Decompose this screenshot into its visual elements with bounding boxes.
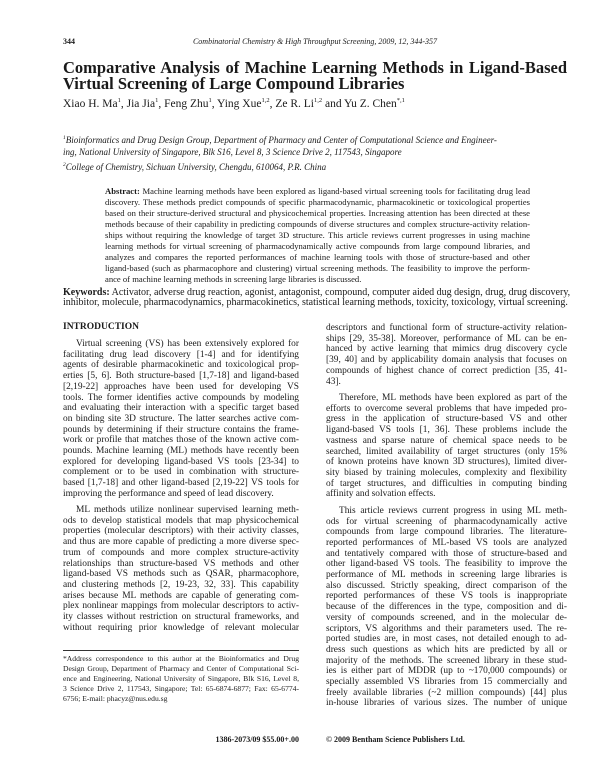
body-text-line: erties [5, 6]. Both structure-based [1,7-18] and ligand-based xyxy=(63,371,299,382)
body-text-line: This article reviews current progress in using ML meth- xyxy=(339,505,567,516)
body-text-line: majority of the methods. The screened library in these stud- xyxy=(326,655,567,666)
body-text-line: vastness and sparse nature of chemical space needs to be xyxy=(326,435,567,446)
body-text-line: dress such questions as which hits are predicted by all or xyxy=(326,644,567,655)
body-text-line: 43]. xyxy=(326,376,341,387)
author-list xyxy=(63,97,405,110)
abstract-line xyxy=(105,230,530,241)
abstract-line xyxy=(105,241,530,252)
body-text-line: pounds by determining if their structure contains the frame- xyxy=(63,424,299,435)
body-text-line: Virtual screening (VS) has been extensively explored for xyxy=(76,339,299,349)
body-text-line: other ligand-based VS tools. The feasibility to improve the xyxy=(326,559,567,570)
body-text-line: plex nonlinear mappings from molecular descriptors to activ- xyxy=(63,601,299,612)
body-text-line: arises because ML methods are capable of generating com- xyxy=(63,590,299,601)
body-text-line: without requiring prior knowledge of relevant molecular xyxy=(63,622,299,633)
body-text-line: of target structures, and difficulties in computing binding xyxy=(326,478,567,489)
abstract-text: ligand-based (such as pharmacophore and clustering) virtual screening methods. The feasibility to improve the perform- xyxy=(105,262,530,273)
abstract-line xyxy=(105,186,530,197)
affiliation-line xyxy=(63,147,402,157)
body-text-line: sity biased by training molecules, complexity and flexibility xyxy=(326,467,567,478)
body-text-line: agents of desirable pharmacokinetic and toxicological prop- xyxy=(63,360,299,371)
body-text-line: complement or to be used in combination with structure- xyxy=(63,467,299,478)
body-text-line: trum of compounds and more complex structure-activity xyxy=(63,547,299,558)
affiliation-text: ing, National University of Singapore, Blk S16, Level 8, 3 Science Drive 2, 117543, Singapore xyxy=(63,147,402,157)
abstract-label: Abstract: xyxy=(105,185,140,196)
author-affiliation-marker: 1,2 xyxy=(261,97,270,104)
body-text-line: properties (molecular descriptors) with their activity classes, xyxy=(63,526,299,537)
body-text-line: ods for virtual screening of pharmacodynamically active xyxy=(326,516,567,527)
body-text-line: because of the differences in the type, composition and di- xyxy=(326,602,567,613)
body-text-line: reported performances of these VS tools is inappropriate xyxy=(326,591,567,602)
keywords-text: inhibitor, molecule, pharmacodynamics, pharmacokinetics, statistical learning methods, toxicity, toxicology, virtual screening. xyxy=(63,297,568,308)
footnote-line: *Address correspondence to this author at the Bioinformatics and Drug xyxy=(63,654,299,663)
footnote-line: 3 Science Drive 2, 117543, Singapore; Tel: 65-6874-6877; Fax: 65-6774- xyxy=(63,684,299,693)
body-text-line: ships [29, 35-38]. Moreover, performance of ML can be en- xyxy=(326,333,567,344)
footnote-line: 6756; E-mail: phacyz@nus.edu.sg xyxy=(63,694,168,703)
body-text-line: in-house libraries of various sizes. The number of unique xyxy=(326,698,567,709)
footnote-line: ence and Engineering, National University of Singapore, Blk S16, Level 8, xyxy=(63,674,299,683)
abstract-line xyxy=(105,263,530,274)
body-text-line: ods to develop statistical models that map physicochemical xyxy=(63,515,299,526)
body-text-line: ligand-based VS tools [1, 36]. These problems include the xyxy=(326,425,567,436)
page-number: 344 xyxy=(63,37,75,46)
affiliation-marker: 2 xyxy=(63,162,66,168)
body-text-line: ity classes without restriction on structural frameworks, and xyxy=(63,612,299,622)
author-name: Xiao H. Ma xyxy=(63,98,118,110)
body-text-line: relationships than structure-based VS methods and other xyxy=(63,558,299,569)
body-text-line: based [1,7-18] and other ligand-based [2,19-22] VS tools for xyxy=(63,478,299,489)
body-text-line: versity of compounds screened, and in the molecular de- xyxy=(326,612,567,623)
body-text-line: hanced by active learning that mimics drug discovery cycle xyxy=(326,344,567,355)
affiliation-text: Bioinformatics and Drug Design Group, Department of Pharmacy and Center of Computational Science and Engineer- xyxy=(65,135,497,145)
abstract-text: ance of machine learning methods in screening large libraries is discussed. xyxy=(105,273,362,284)
body-text-line: [39, 40] and by applicability domain analysis that focuses on xyxy=(326,355,567,366)
author-separator: , xyxy=(269,98,276,110)
body-text-line: of known proteins have known 3D structures), limited diver- xyxy=(326,457,567,468)
body-text-line: performance of ML methods in screening large libraries is xyxy=(326,570,567,580)
author-separator: , xyxy=(211,98,218,110)
affiliation-line xyxy=(63,162,326,172)
body-text-line: ML methods utilize nonlinear supervised learning meth- xyxy=(76,505,299,515)
body-text-line: gress in the application of structure-based VS and other xyxy=(326,414,567,425)
abstract-line xyxy=(105,274,530,285)
body-text-line: and evaluating their interaction with a specific target based xyxy=(63,403,299,414)
author-name: Yu Z. Chen xyxy=(344,98,397,110)
body-text-line: and clustering methods [2, 19-23, 32, 33]. This capability xyxy=(63,579,299,590)
body-text-line: also discussed. Strictly speaking, direct comparison of the xyxy=(326,580,567,591)
author-affiliation-marker: 1 xyxy=(155,97,159,104)
author-separator: and xyxy=(322,98,345,110)
author-affiliation-marker: 1,2 xyxy=(313,97,323,104)
body-text-line: and thus are more capable of predicting a more diverse spec- xyxy=(63,537,299,548)
issn-price: 1386-2073/09 $55.00+.00 xyxy=(215,735,299,744)
body-text-line: affinity and solvation effects. xyxy=(326,489,436,500)
footnote-line: Design Group, Department of Pharmacy and Center of Computational Sci- xyxy=(63,664,299,673)
affiliation-marker: 1 xyxy=(63,135,66,141)
affiliation-text: College of Chemistry, Sichuan University, Chengdu, 610064, P.R. China xyxy=(65,162,327,172)
abstract-text: discovery. These methods predict compounds of specific pharmacodynamic, pharmacokinetic or toxicological properties xyxy=(105,196,530,207)
body-text-line: ported studies are, in most cases, not detailed enough to ad- xyxy=(326,634,567,645)
body-text-line: ligand-based VS methods such as QSAR, pharmacophore, xyxy=(63,569,299,580)
abstract-text: Machine learning methods have been explored as ligand-based virtual screening tools for facilitating drug lead xyxy=(142,185,530,196)
author-affiliation-marker: 1 xyxy=(208,97,212,104)
keywords-line xyxy=(63,298,567,308)
section-heading-introduction: INTRODUCTION xyxy=(63,322,140,332)
body-text-line: improving the performance and speed of lead discovery. xyxy=(63,488,274,499)
body-text-line: scriptors, VS algorithms and their parameters used. The re- xyxy=(326,623,567,634)
abstract-text: based on their structure-derived structural and physicochemical properties. Increasing attention has been directed at these xyxy=(105,207,530,218)
body-text-line: freely available libraries (~2 million compounds) [44] plus xyxy=(326,687,567,698)
body-text-line: descriptors and functional form of structure-activity relation- xyxy=(326,323,567,333)
abstract-text: methods because of their capability in predicting compounds of diverse structures and complex structure-activity relation- xyxy=(105,218,530,229)
keywords-label: Keywords: xyxy=(63,287,110,298)
article-title-line-2: Virtual Screening of Large Compound Libraries xyxy=(63,74,405,93)
body-text-line: pounds. Machine learning (ML) methods have recently been xyxy=(63,446,299,456)
author-name: Feng Zhu xyxy=(164,98,209,110)
body-text-line: compounds of highest chance of correct prediction [35, 41- xyxy=(326,365,567,376)
author-separator: , xyxy=(158,98,165,110)
body-text-line: compounds from large compound libraries. The literature- xyxy=(326,527,567,538)
body-text-line: reported performances of ML-based VS tools are analyzed xyxy=(326,537,567,548)
journal-citation: Combinatorial Chemistry & High Throughput Screening, 2009, 12, 344-357 xyxy=(192,37,438,46)
author-name: Ying Xue xyxy=(217,98,262,110)
body-text-line: on binding site 3D structure. The latter searches active com- xyxy=(63,413,299,424)
body-text-line: [2,19-22] approaches have been used for developing VS xyxy=(63,381,299,392)
abstract-text: ships without requiring the knowledge of target 3D structure. This article reviews current progresses in using machine xyxy=(105,229,530,240)
body-text-line: specially assembled VS libraries from 15 commercially and xyxy=(326,677,567,687)
affiliation-line xyxy=(63,135,497,145)
author-affiliation-marker: 1 xyxy=(117,97,121,104)
body-text-line: tools. The former identifies active compounds by modeling xyxy=(63,392,299,403)
body-text-line: searched, limited availability of target structures (only 15% xyxy=(326,446,567,457)
body-text-line: facilitating drug lead discovery [1-4] and for identifying xyxy=(63,349,299,360)
body-text-line: Therefore, ML methods have been explored as part of the xyxy=(339,393,567,403)
keywords-text: Activator, adverse drug reaction, agonist, antagonist, compound, computer aided dug design, drug, drug discovery, xyxy=(111,287,571,298)
author-separator: , xyxy=(120,98,127,110)
abstract-line xyxy=(105,208,530,219)
author-name: Ze R. Li xyxy=(275,98,314,110)
article-title-line-1: Comparative Analysis of Machine Learning Methods in Ligand-Based xyxy=(63,58,567,77)
body-text-line: efforts to overcome several problems that have impeded pro- xyxy=(326,403,567,414)
author-affiliation-marker: *,1 xyxy=(396,97,405,104)
body-text-line: and tentatively compared with those of structure-based and xyxy=(326,548,567,559)
copyright: © 2009 Bentham Science Publishers Ltd. xyxy=(326,735,465,744)
abstract-text: learning methods for virtual screening of pharmacodynamically active compounds from large compound libraries, and xyxy=(105,240,530,251)
body-text-line: explored for developing ligand-based VS tools [23-34] to xyxy=(63,456,299,467)
abstract-line xyxy=(105,252,530,263)
abstract-text: analyzes and compares the reported performances of machine learning tools with those of structure-based and other xyxy=(105,251,530,262)
author-name: Jia Jia xyxy=(126,98,156,110)
body-text-line: ies is either part of MDDR (up to ~170,000 compounds) or xyxy=(326,666,567,677)
body-text-line: work or profile that matches those of the known active com- xyxy=(63,435,299,446)
abstract-line xyxy=(105,197,530,208)
footnote-divider xyxy=(63,650,299,651)
abstract-line xyxy=(105,219,530,230)
